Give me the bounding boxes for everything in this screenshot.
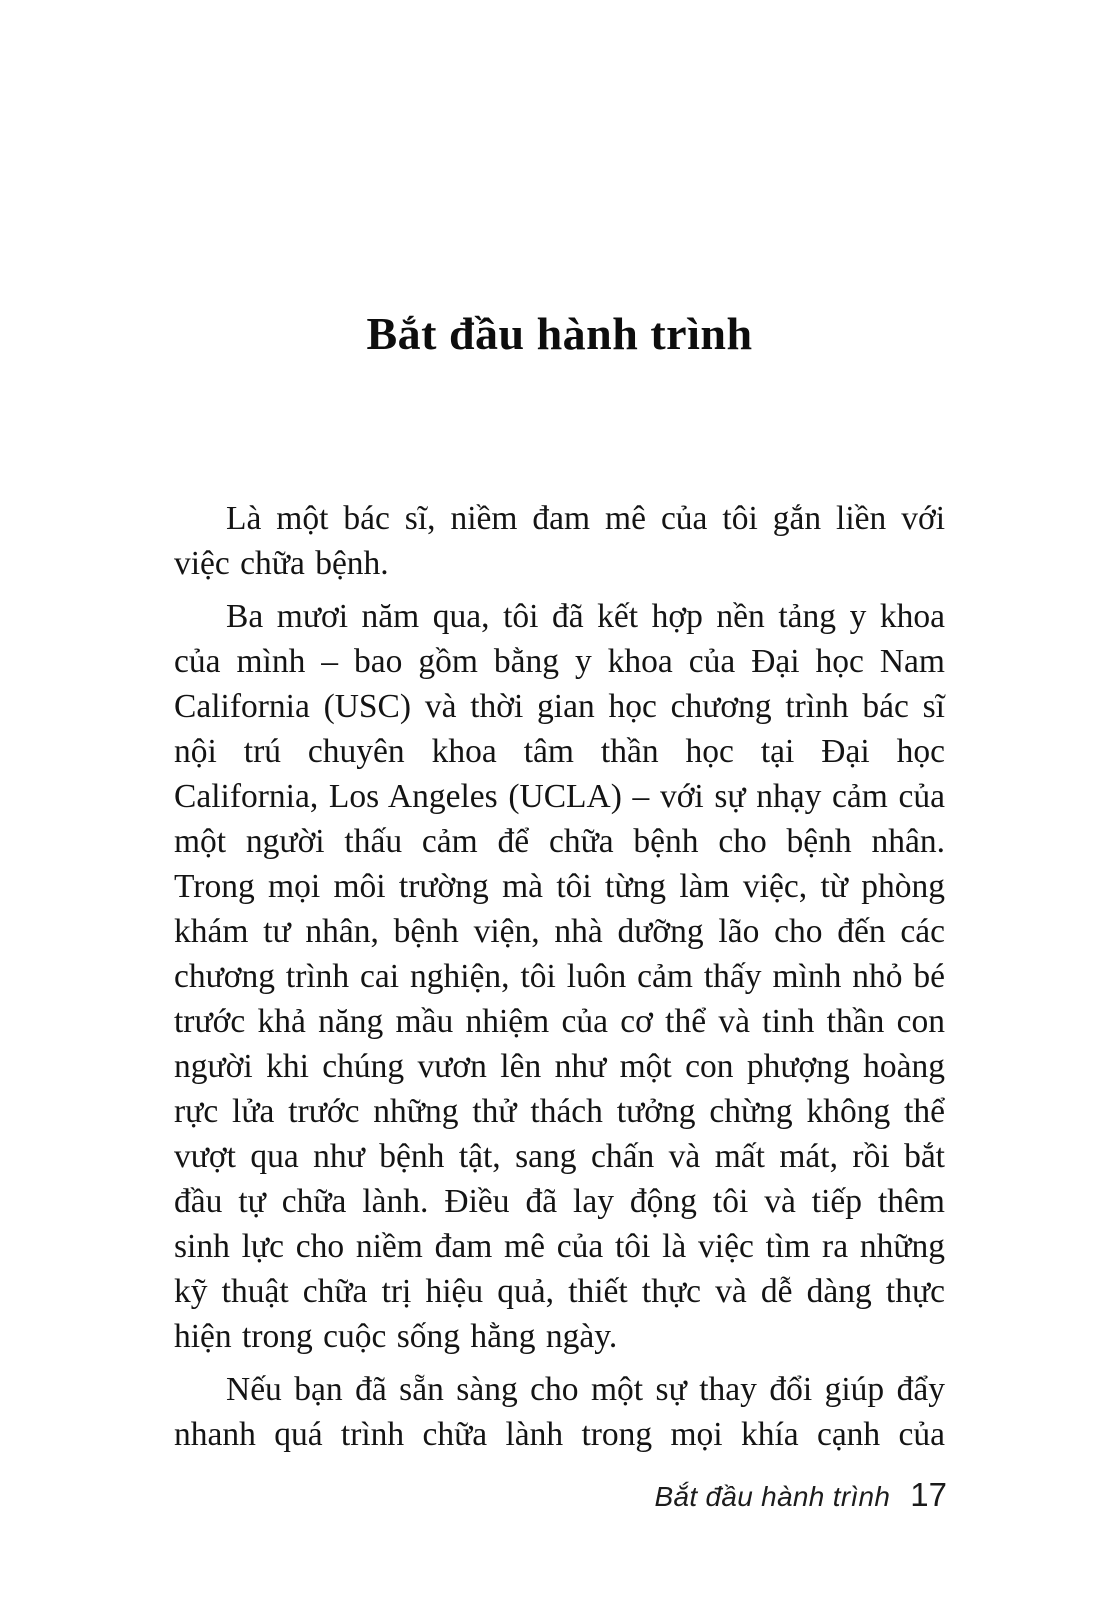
paragraph-3: Nếu bạn đã sẵn sàng cho một sự thay đổi giúp đẩy nhanh quá trình chữa lành trong mọi khía cạnh của [174,1371,945,1453]
running-header-text: Bắt đầu hành trình [654,1481,891,1512]
page-number: 17 [910,1476,947,1513]
chapter-title: Bắt đầu hành trình [366,308,753,359]
body-text [174,496,945,1465]
paragraph-2: Ba mươi năm qua, tôi đã kết hợp nền tảng y khoa của mình – bao gồm bằng y khoa của Đại học Nam California (USC) và thời gian học chương trình bác sĩ nội trú chuyên khoa tâm thần học tại Đại học California, Los Angeles (UCLA) – với sự nhạy cảm của một người thấu cảm để chữa bệnh cho bệnh nhân. Trong mọi môi trường mà tôi từng làm việc, từ phòng khám tư nhân, bệnh viện, nhà dưỡng lão cho đến các chương trình cai nghiện, tôi luôn cảm thấy mình nhỏ bé trước khả năng mầu nhiệm của cơ thể và tinh thần con người khi chúng vươn lên như một con phượng hoàng rực lửa trước những thử thách tưởng chừng không thể vượt qua như bệnh tật, sang chấn và mất mát, rồi bắt đầu tự chữa lành. Điều đã lay động tôi và tiếp thêm sinh lực cho niềm đam mê của tôi là việc tìm ra những kỹ thuật chữa trị hiệu quả, thiết thực và dễ dàng thực hiện trong cuộc sống hằng ngày. [174,598,945,1355]
paragraph-1: Là một bác sĩ, niềm đam mê của tôi gắn liền với việc chữa bệnh. [174,500,945,582]
page-footer [654,1476,947,1514]
